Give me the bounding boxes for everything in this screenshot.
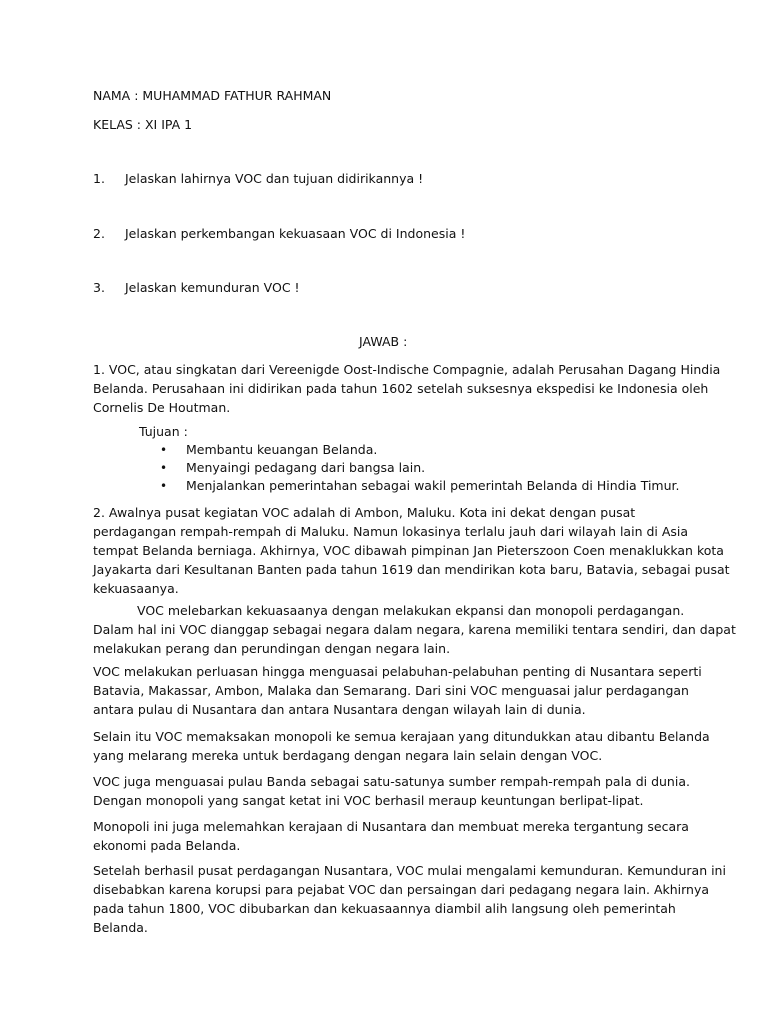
text-line: Jayakarta dari Kesultanan Banten pada tahun 1619 dan mendirikan kota baru, Batavia, sebagai pusat — [93, 562, 730, 577]
answer-2-paragraph-3 — [93, 662, 702, 719]
bullet-icon: • — [160, 461, 168, 475]
text-line: kekuasaanya. — [93, 581, 179, 596]
list-item — [160, 441, 679, 459]
answer-2-paragraph-4 — [93, 727, 710, 765]
text-line: Dengan monopoli yang sangat ketat ini VOC berhasil meraup keuntungan berlipat-lipat. — [93, 793, 644, 808]
question-text: Jelaskan perkembangan kekuasaan VOC di Indonesia ! — [125, 226, 466, 241]
answer-2-paragraph-1 — [93, 503, 730, 598]
list-item — [160, 459, 679, 477]
question-text: Jelaskan kemunduran VOC ! — [125, 280, 300, 295]
question-number: 2. — [93, 226, 105, 241]
bullet-icon: • — [160, 479, 168, 493]
list-item-text: Menjalankan pemerintahan sebagai wakil pemerintah Belanda di Hindia Timur. — [186, 478, 680, 493]
answer-2-paragraph-2 — [93, 601, 736, 658]
text-line: Setelah berhasil pusat perdagangan Nusantara, VOC mulai mengalami kemunduran. Kemunduran ini — [93, 863, 726, 878]
text-line: Batavia, Makassar, Ambon, Malaka dan Semarang. Dari sini VOC menguasai jalur perdagangan — [93, 683, 689, 698]
bullet-icon: • — [160, 443, 168, 457]
text-line: VOC juga menguasai pulau Banda sebagai satu-satunya sumber rempah-rempah pala di dunia. — [93, 774, 690, 789]
question-number: 3. — [93, 280, 105, 295]
text-line: 2. Awalnya pusat kegiatan VOC adalah di Ambon, Maluku. Kota ini dekat dengan pusat — [93, 505, 636, 520]
text-line: ekonomi pada Belanda. — [93, 838, 241, 853]
text-line: VOC melebarkan kekuasaanya dengan melakukan ekpansi dan monopoli perdagangan. — [137, 603, 685, 618]
question-number: 1. — [93, 171, 105, 186]
answer-2-paragraph-6 — [93, 817, 689, 855]
text-line: melakukan perang dan perundingan dengan negara lain. — [93, 641, 451, 656]
list-item — [160, 477, 679, 495]
text-line: Cornelis De Houtman. — [93, 400, 231, 415]
text-line: Belanda. — [93, 920, 148, 935]
list-item-text: Membantu keuangan Belanda. — [186, 442, 378, 457]
answer-3-paragraph — [93, 861, 726, 937]
text-line: yang melarang mereka untuk berdagang dengan negara lain selain dengan VOC. — [93, 748, 603, 763]
text-line: Monopoli ini juga melemahkan kerajaan di Nusantara dan membuat mereka tergantung secara — [93, 819, 689, 834]
answer-heading: JAWAB : — [359, 334, 408, 349]
list-item-text: Menyaingi pedagang dari bangsa lain. — [186, 460, 426, 475]
student-name: NAMA : MUHAMMAD FATHUR RAHMAN — [93, 88, 332, 103]
tujuan-list — [160, 441, 679, 495]
text-line: Belanda. Perusahaan ini didirikan pada tahun 1602 setelah suksesnya ekspedisi ke Indonesia oleh — [93, 381, 709, 396]
text-line: antara pulau di Nusantara dan antara Nusantara dengan wilayah lain di dunia. — [93, 702, 586, 717]
text-line: Dalam hal ini VOC dianggap sebagai negara dalam negara, karena memiliki tentara sendiri, dan dapat — [93, 622, 736, 637]
student-class: KELAS : XI IPA 1 — [93, 117, 193, 132]
text-line: perdagangan rempah-rempah di Maluku. Namun lokasinya terlalu jauh dari wilayah lain di Asia — [93, 524, 689, 539]
answer-2-paragraph-5 — [93, 772, 690, 810]
text-line: 1. VOC, atau singkatan dari Vereenigde Oost-Indische Compagnie, adalah Perusahan Dagang Hindia — [93, 362, 721, 377]
question-text: Jelaskan lahirnya VOC dan tujuan didirikannya ! — [125, 171, 424, 186]
answer-1-paragraph — [93, 360, 721, 417]
text-line: tempat Belanda berniaga. Akhirnya, VOC dibawah pimpinan Jan Pieterszoon Coen menaklukkan kota — [93, 543, 724, 558]
tujuan-label: Tujuan : — [139, 424, 188, 439]
text-line: pada tahun 1800, VOC dibubarkan dan kekuasaannya diambil alih langsung oleh pemerintah — [93, 901, 676, 916]
text-line: Selain itu VOC memaksakan monopoli ke semua kerajaan yang ditundukkan atau dibantu Belanda — [93, 729, 710, 744]
text-line: disebabkan karena korupsi para pejabat VOC dan persaingan dari pedagang negara lain. Akhirnya — [93, 882, 710, 897]
text-line: VOC melakukan perluasan hingga menguasai pelabuhan-pelabuhan penting di Nusantara seperti — [93, 664, 702, 679]
